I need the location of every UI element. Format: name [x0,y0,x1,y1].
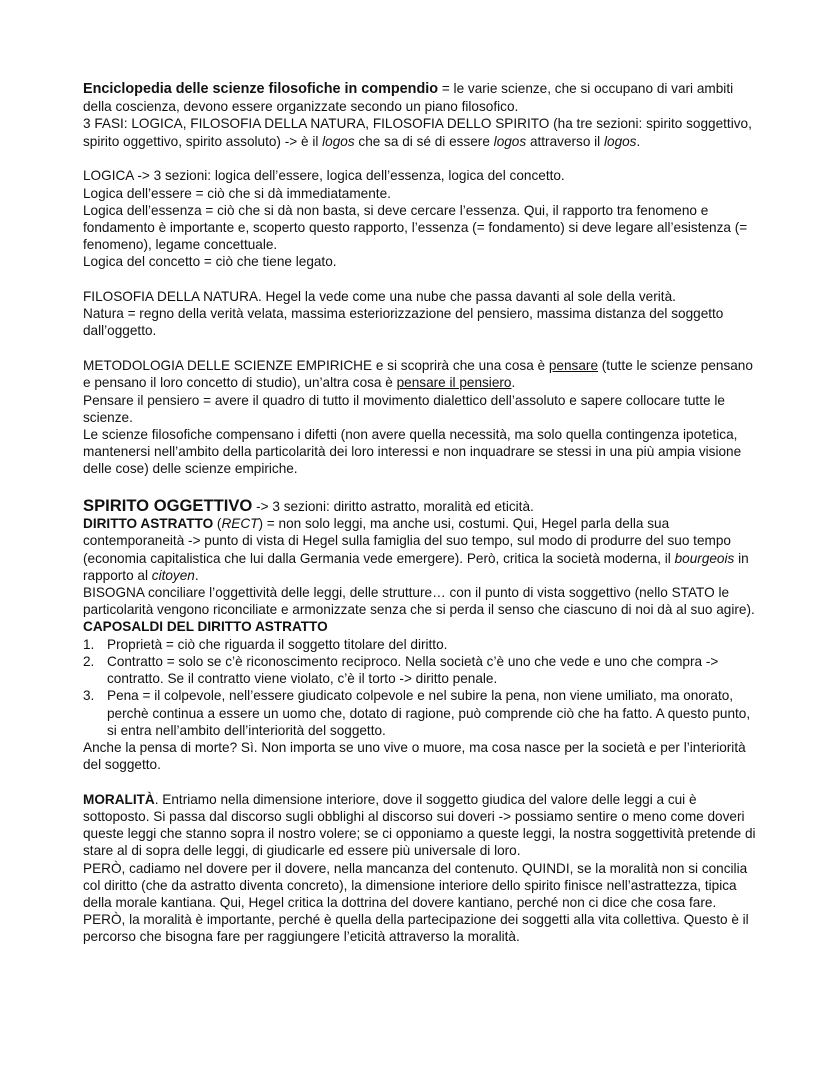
logica-essenza-line: Logica dell’essenza = ciò che si dà non basta, si deve cercare l’essenza. Qui, il rapporto tra fenomeno e fondamento è importante e, scoperto questo rapporto, l’essenza (= fondamento) si deve legare all’esistenza (= fenomeno), legame concettuale. [83,202,748,253]
spirito-oggettivo-heading: SPIRITO OGGETTIVO -> 3 sezioni: diritto astratto, moralità ed eticità. [83,496,534,516]
capisaldi-heading: CAPOSALDI DEL DIRITTO ASTRATTO [83,619,328,635]
list-item: 1. Proprietà = ciò che riguarda il soggetto titolare del diritto. [83,636,448,652]
pena-morte-paragraph: Anche la pensa di morte? Sì. Non importa se uno vive o muore, ma cosa nasce per la società e per l’interiorità del soggetto. [83,739,746,773]
diritto-astratto-title: DIRITTO ASTRATTO [83,516,214,532]
spacer [83,478,758,496]
capisaldi-list [83,636,758,739]
pero-paragraph: PERÒ, cadiamo nel dovere per il dovere, nella mancanza del contenuto. QUINDI, se la moralità non si concilia col diritto (che da astratto diventa concreto), la dimensione interiore dello spirito finisce nell’astrattezza, tipica della morale kantiana. Qui, Hegel critica la dottrina del dovere kantiano, perché non ci dice che cosa fare. [83,860,748,911]
bisogna-paragraph: BISOGNA conciliare l’oggettività delle leggi, delle strutture… con il punto di vista soggettivo (nello STATO le particolarità vengono riconciliate e armonizzate senza che si perda il senso che ciascuno di noi dà al suo agire). [83,585,755,618]
logica-essere-line: Logica dell’essere = ciò che si dà immediatamente. [83,185,391,201]
list-item: 3. Pena = il colpevole, nell’essere giudicato colpevole e nel subire la pena, non viene umiliato, ma onorato, perchè continua a essere un uomo che, dotato di ragione, può comprende ciò che ha fatto. A questo punto, si entra nell’ambito dell’interiorità del soggetto. [83,688,751,738]
spacer [83,773,758,791]
moralita-paragraph: MORALITÀ. Entriamo nella dimensione interiore, dove il soggetto giudica del valore delle leggi a cui è sottoposto. Si passa dal discorso sugli obblighi al discorso sui doveri -> possiamo sentire o meno come doveri queste leggi che stanno sopra il nostro volere; se ci opponiamo a queste leggi, la nostra soggettività pretende di stare al di sopra delle leggi, di giudicarle ed essere più universale di loro. [83,791,756,859]
spirito-oggettivo-title: SPIRITO OGGETTIVO [83,496,253,516]
natura-definition-line: Natura = regno della verità velata, massima esteriorizzazione del pensiero, massima distanza del soggetto dall’oggetto. [83,306,724,339]
spacer [83,150,758,168]
scienze-filosofiche-line: Le scienze filosofiche compensano i difetti (non avere quella necessità, ma solo quella contingenza ipotetica, mantenersi nell’ambito della particolarità dei loro interessi e non inquadrare se stessi in una più ampia visione delle cose) delle scienze empiriche. [83,426,742,477]
enciclopedia-title: Enciclopedia delle scienze filosofiche in compendio [83,81,439,97]
logica-heading-line: LOGICA -> 3 sezioni: logica dell’essere, logica dell’essenza, logica del concetto. [83,168,565,184]
spacer [83,340,758,358]
diritto-astratto-paragraph: DIRITTO ASTRATTO (RECT) = non solo leggi, ma anche usi, costumi. Qui, Hegel parla della sua contemporaneità -> punto di vista di Hegel sulla famiglia del suo tempo, sul modo di produrre del suo tempo (economia capitalistica che lui dalla Germania vede emergere). Però, critica la società moderna, il bourgeois in rapporto al citoyen. [83,516,749,583]
pensare-pensiero-line: Pensare il pensiero = avere il quadro di tutto il movimento dialettico dell’assoluto e sapere collocare tutte le scienze. [83,392,725,425]
moralita-title: MORALITÀ [83,791,155,807]
intro-paragraph: Enciclopedia delle scienze filosofiche in compendio = le varie scienze, che si occupano di vari ambiti della coscienza, devono essere organizzate secondo un piano filosofico. [83,81,734,115]
pero-importante-paragraph: PERÒ, la moralità è importante, perché è quella della partecipazione dei soggetti alla vita collettiva. Questo è il percorso che bisogna fare per raggiungere l’eticità attraverso la moralità. [83,912,749,945]
natura-heading-line: FILOSOFIA DELLA NATURA. Hegel la vede come una nube che passa davanti al sole della verità. [83,289,676,305]
metodologia-paragraph: METODOLOGIA DELLE SCIENZE EMPIRICHE e si scoprirà che una cosa è pensare (tutte le scienze pensano e pensano il loro concetto di studio), un’altra cosa è pensare il pensiero. [83,358,753,391]
spacer [83,271,758,289]
fasi-paragraph: 3 FASI: LOGICA, FILOSOFIA DELLA NATURA, FILOSOFIA DELLO SPIRITO (ha tre sezioni: spirito soggettivo, spirito oggettivo, spirito assoluto) -> è il logos che sa di sé di essere logos attraverso il logos. [83,116,752,149]
logica-concetto-line: Logica del concetto = ciò che tiene legato. [83,254,337,270]
list-item: 2. Contratto = solo se c’è riconoscimento reciproco. Nella società c’è uno che vede e uno che compra -> contratto. Se il contratto viene violato, c’è il torto -> diritto penale. [83,653,719,687]
